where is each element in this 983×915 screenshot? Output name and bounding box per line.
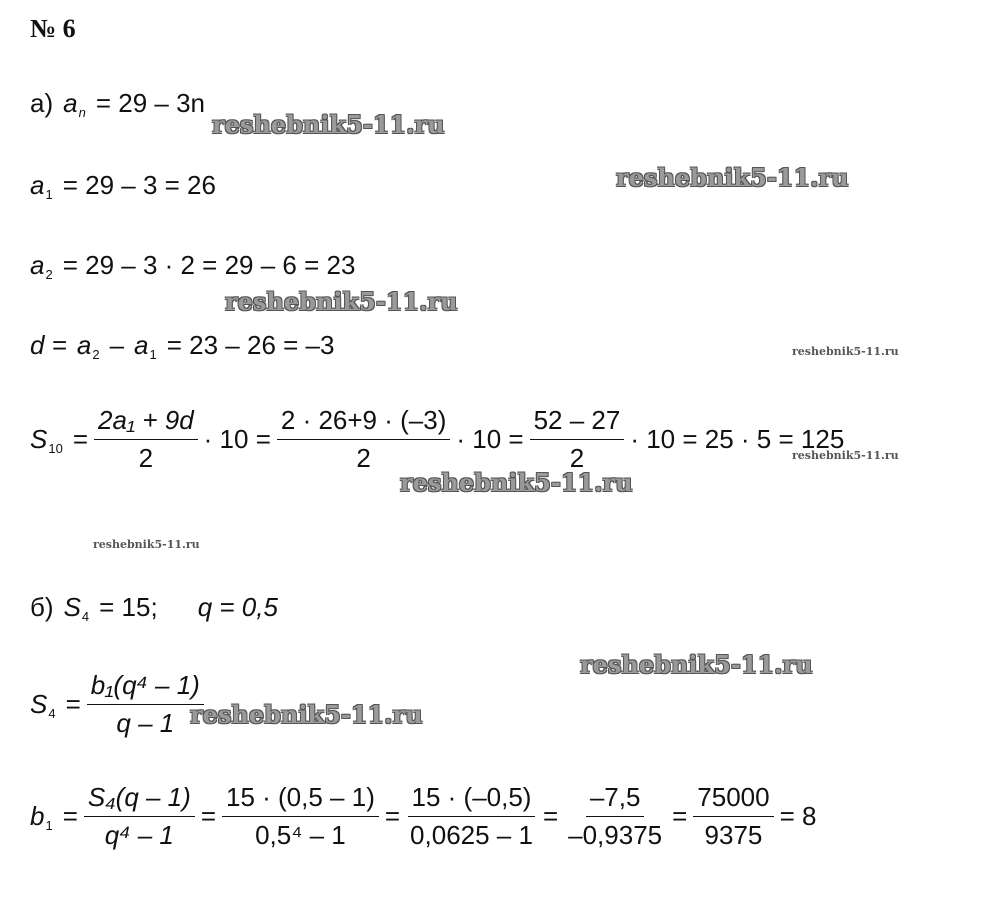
b1-eq-3: = <box>384 801 401 831</box>
s4-num: b₁(q⁴ – 1) <box>87 670 204 705</box>
d-lhs: d = <box>30 330 67 360</box>
a1-sub: 1 <box>45 187 53 202</box>
b1-f3-den: 0,0625 – 1 <box>410 820 533 850</box>
s10-f1-num: 2a₁ + 9d <box>94 405 198 440</box>
a1-var: a <box>30 170 45 200</box>
s4-line <box>30 670 210 739</box>
watermark: reshebnik5-11.ru <box>212 110 445 139</box>
s10-fraction-2 <box>277 405 450 474</box>
watermark: reshebnik5-11.ru <box>190 700 423 729</box>
b1-var: b <box>30 801 45 831</box>
s10-sub: 10 <box>48 441 63 456</box>
watermark: reshebnik5-11.ru <box>400 468 633 497</box>
b1-fraction-2 <box>222 782 379 851</box>
s10-rhs: · 10 = 25 · 5 = 125 <box>630 424 845 454</box>
b1-fraction-4 <box>564 782 666 851</box>
s10-f2-num: 2 · 26+9 · (–3) <box>277 405 450 440</box>
problem-number: № 6 <box>30 14 76 43</box>
b1-fraction-1 <box>84 782 195 851</box>
s10-line <box>30 405 844 474</box>
a2-expr: = 29 – 3 · 2 = 29 – 6 = 23 <box>62 250 356 280</box>
given-s-val: = 15; <box>99 592 158 622</box>
b1-f1-den: q⁴ – 1 <box>104 820 174 850</box>
d-minus: – <box>109 330 125 360</box>
watermark: reshebnik5-11.ru <box>580 650 813 679</box>
b1-f4-num: –7,5 <box>586 782 645 817</box>
s10-f3-num: 52 – 27 <box>530 405 625 440</box>
b1-fraction-3 <box>406 782 537 851</box>
s10-mul2: · 10 = <box>456 424 524 454</box>
a1-line <box>30 170 216 201</box>
d-rhs: = 23 – 26 = –3 <box>166 330 335 360</box>
b1-eq-5: = <box>672 801 688 831</box>
watermark: reshebnik5-11.ru <box>616 163 849 192</box>
b1-f4-den: –0,9375 <box>568 820 663 850</box>
s10-f2-den: 2 <box>356 443 371 473</box>
a2-line <box>30 250 355 281</box>
b1-fraction-5 <box>693 782 773 851</box>
b1-f5-num: 75000 <box>693 782 773 817</box>
watermark: reshebnik5-11.ru <box>93 538 200 551</box>
b1-f2-num: 15 · (0,5 – 1) <box>222 782 379 817</box>
watermark: reshebnik5-11.ru <box>792 345 899 358</box>
d-a1-sub: 1 <box>149 347 157 362</box>
formula-sub: n <box>78 105 86 120</box>
d-a2: a <box>76 330 92 360</box>
a1-expr: = 29 – 3 = 26 <box>62 170 216 200</box>
b1-eq-4: = <box>542 801 559 831</box>
s4-sub: 4 <box>48 706 56 721</box>
b1-sub: 1 <box>45 818 53 833</box>
s10-f1-den: 2 <box>138 443 154 473</box>
b1-f1-num: S₄(q – 1) <box>84 782 195 817</box>
part-b-label: б) <box>30 592 54 622</box>
given-q: q = 0,5 <box>197 592 278 622</box>
s10-var: S <box>30 424 48 454</box>
b1-rhs: = 8 <box>779 801 817 831</box>
b1-eq: = <box>62 801 78 831</box>
s10-f3-den: 2 <box>569 443 585 473</box>
s10-fraction-1 <box>94 405 198 474</box>
a2-sub: 2 <box>45 267 53 282</box>
a2-var: a <box>30 250 45 280</box>
watermark: reshebnik5-11.ru <box>792 449 899 462</box>
part-b-given <box>30 592 278 623</box>
s4-var: S <box>30 689 48 719</box>
d-line <box>30 330 334 361</box>
d-a1: a <box>134 330 149 360</box>
given-s-var: S <box>63 592 81 622</box>
b1-eq-2: = <box>200 801 216 831</box>
s4-eq: = <box>65 689 81 719</box>
s4-fraction <box>87 670 204 739</box>
watermark: reshebnik5-11.ru <box>225 287 458 316</box>
s10-eq: = <box>72 424 88 454</box>
b1-f3-num: 15 · (–0,5) <box>408 782 536 817</box>
part-a-label: а) <box>30 88 54 118</box>
b1-f5-den: 9375 <box>704 820 763 850</box>
part-a-formula <box>30 88 205 119</box>
formula-var: a <box>63 88 78 118</box>
given-s-sub: 4 <box>81 609 90 624</box>
b1-f2-den: 0,5⁴ – 1 <box>255 820 346 850</box>
b1-line <box>30 782 816 851</box>
s10-mul1: · 10 = <box>203 424 271 454</box>
formula-rhs: = 29 – 3n <box>95 88 205 118</box>
s4-den: q – 1 <box>116 708 175 738</box>
s10-fraction-3 <box>530 405 625 474</box>
d-a2-sub: 2 <box>92 347 100 362</box>
